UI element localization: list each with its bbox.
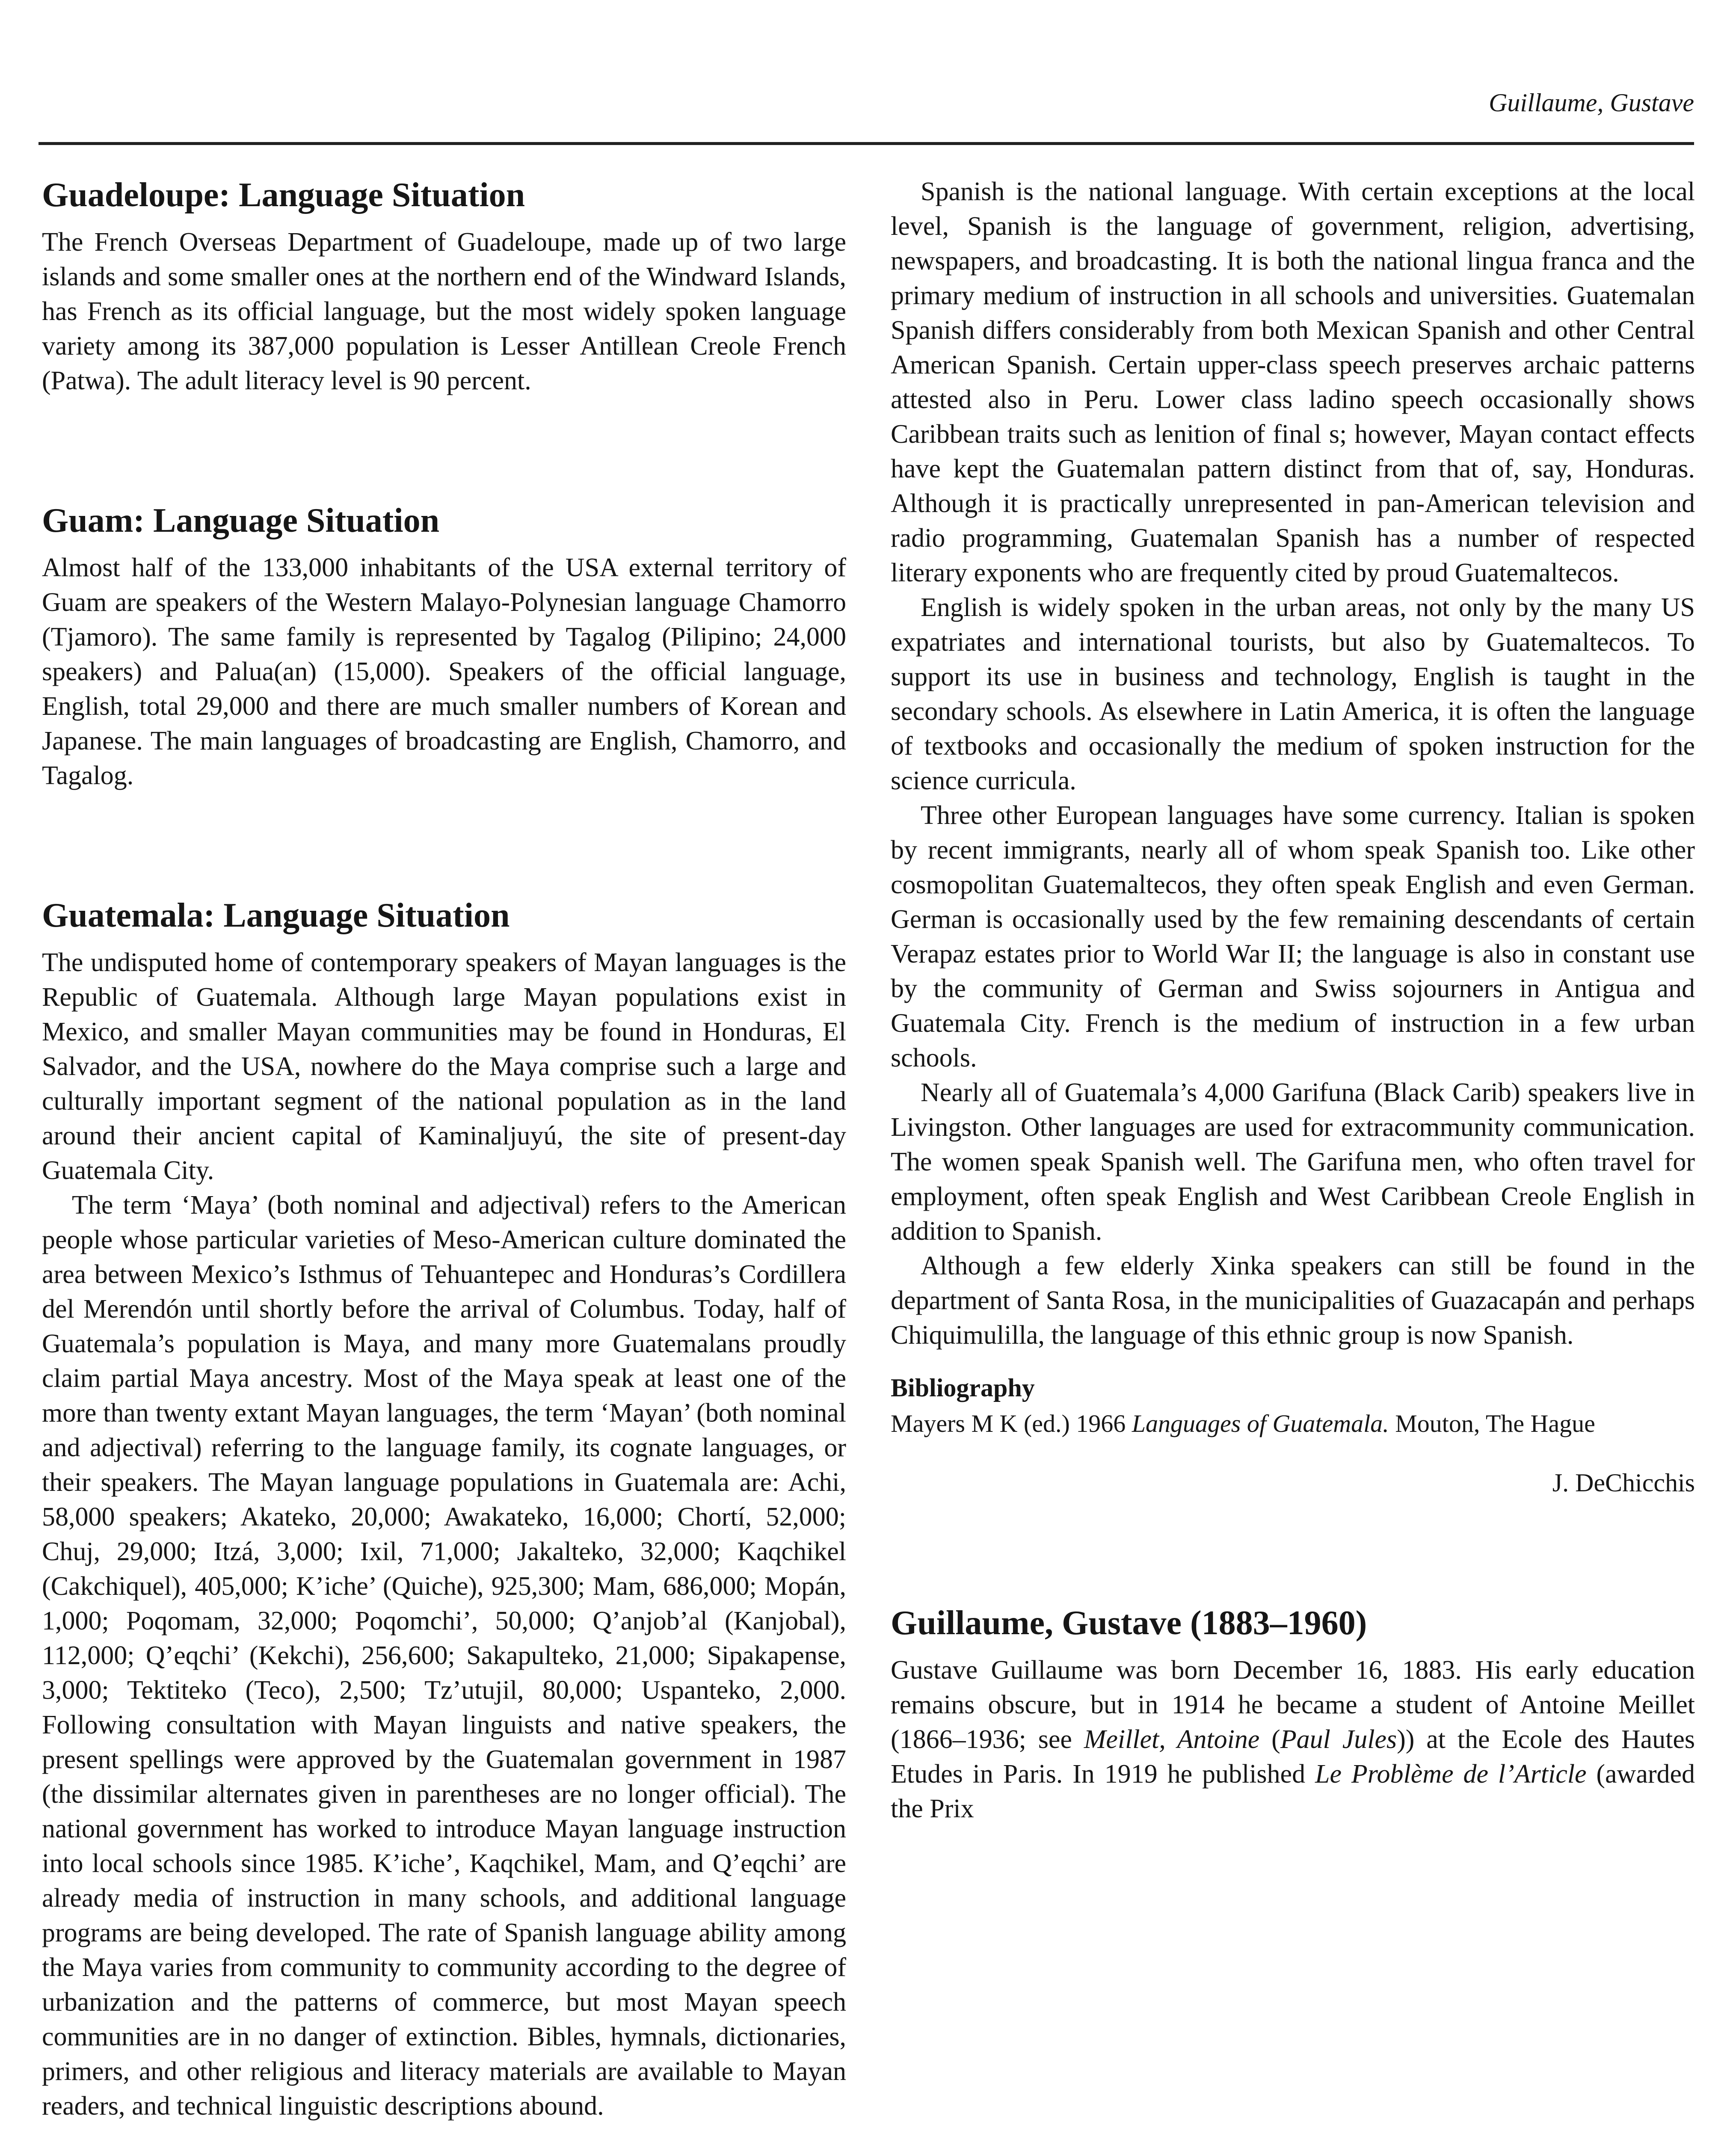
article-title-guam: Guam: Language Situation xyxy=(42,502,440,539)
paragraph: Nearly all of Guatemala’s 4,000 Garifuna (Black Carib) speakers live in Livingston. Other languages are used for extracommunity communication. The women speak Spanish well. The Garifuna men, who often travel for employment, often speak English and West Caribbean Creole English in addition to Spanish. xyxy=(891,1078,1695,1246)
running-head: Guillaume, Gustave xyxy=(1489,89,1694,117)
left-column xyxy=(42,175,846,2124)
paragraph: The undisputed home of contemporary speakers of Mayan languages is the Republic of Guatemala. Although large Mayan populations exist in Mexico, and smaller Mayan communities may be found in Honduras, El Salvador, and the USA, nowhere do the Maya comprise such a large and culturally important segment of the national population as in the land around their ancient capital of Kaminaljuyú, the site of present-day Guatemala City. xyxy=(42,948,846,1185)
paragraph: Almost half of the 133,000 inhabitants of the USA external territory of Guam are speakers of the Western Malayo-Polynesian language Chamorro (Tjamoro). The same family is represented by Tagalog (Pilipino; 24,000 speakers) and Palua(an) (15,000). Speakers of the official language, English, total 29,000 and there are much smaller numbers of Korean and Japanese. The main languages of broadcasting are English, Chamorro, and Tagalog. xyxy=(42,553,846,790)
bib-title: Languages of Guatemala. xyxy=(1132,1410,1389,1437)
article-title-guillaume: Guillaume, Gustave (1883–1960) xyxy=(891,1604,1367,1642)
paragraph: Although a few elderly Xinka speakers can still be found in the department of Santa Rosa, in the municipalities of Guazacapán and perhaps Chiquimulilla, the language of this ethnic group is now Spanish. xyxy=(891,1251,1695,1350)
paragraph: Spanish is the national language. With certain exceptions at the local level, Spanish is the language of government, religion, advertising, newspapers, and broadcasting. It is both the national lingua franca and the primary medium of instruction in all schools and universities. Guatemalan Spanish differs considerably from both Mexican Spanish and other Central American Spanish. Certain upper-class speech preserves archaic patterns attested also in Peru. Lower class ladino speech occasionally shows Caribbean traits such as lenition of final s; however, Mayan contact effects have kept the Guatemalan pattern distinct from that of, say, Honduras. Although it is practically unrepresented in pan-American television and radio programming, Guatemalan Spanish has a number of respected literary exponents who are frequently cited by proud Guatemaltecos. xyxy=(891,177,1695,587)
bib-author: Mayers M K (ed.) 1966 xyxy=(891,1410,1132,1437)
paragraph: English is widely spoken in the urban areas, not only by the many US expatriates and international tourists, but also by Guatemaltecos. To support its use in business and technology, English is taught in the secondary schools. As elsewhere in Latin America, it is often the language of textbooks and occasionally the medium of spoken instruction for the science curricula. xyxy=(891,593,1695,795)
bibliography-entry xyxy=(891,1407,1695,1440)
article-guadeloupe xyxy=(42,175,846,398)
article-guatemala xyxy=(42,895,846,2124)
paragraph xyxy=(891,1653,1695,1826)
right-column xyxy=(891,175,1695,1826)
paragraph: The French Overseas Department of Guadeloupe, made up of two large islands and some smaller ones at the northern end of the Windward Islands, has French as its official language, but the most widely spoken language variety among its 387,000 population is Lesser Antillean Creole French (Patwa). The adult literacy level is 90 percent. xyxy=(42,228,846,395)
article-author: J. DeChicchis xyxy=(1552,1469,1695,1497)
article-title-guatemala: Guatemala: Language Situation xyxy=(42,897,510,934)
text-run: (awarded the Prix xyxy=(891,1760,1695,1823)
article-guillaume xyxy=(891,1603,1695,1826)
paragraph: The term ‘Maya’ (both nominal and adjectival) refers to the American people whose particular varieties of Meso-American culture dominated the area between Mexico’s Isthmus of Tehuantepec and Honduras’s Cordillera del Merendón until shortly before the arrival of Columbus. Today, half of Guatemala’s population is Maya, and many more Guatemalans proudly claim partial Maya ancestry. Most of the Maya speak at least one of the more than twenty extant Mayan languages, the term ‘Mayan’ (both nominal and adjectival) referring to the language family, its cognate languages, or their speakers. The Mayan language populations in Guatemala are: Achi, 58,000 speakers; Akateko, 20,000; Awakateko, 16,000; Chortí, 52,000; Chuj, 29,000; Itzá, 3,000; Ixil, 71,000; Jakalteko, 32,000; Kaqchikel (Cakchiquel), 405,000; K’iche’ (Quiche), 925,300; Mam, 686,000; Mopán, 1,000; Poqomam, 32,000; Poqomchi’, 50,000; Q’anjob’al (Kanjobal), 112,000; Q’eqchi’ (Kekchi), 256,600; Sakapulteko, 21,000; Sipakapense, 3,000; Tektiteko (Teco), 2,500; Tz’utujil, 80,000; Uspanteko, 2,000. Following consultation with Mayan linguists and native speakers, the present spellings were approved by the Guatemalan government in 1987 (the dissimilar alternates given in parentheses are no longer official). The national government has worked to introduce Mayan language instruction into local schools since 1985. K’iche’, Kaqchikel, Mam, and Q’eqchi’ are already media of instruction in many schools, and additional language programs are being developed. The rate of Spanish language ability among the Maya varies from community to community according to the degree of urbanization and the patterns of commerce, but most Mayan speech communities are in no danger of extinction. Bibles, hymnals, dictionaries, primers, and other religious and literacy materials are available to Mayan readers, and technical linguistic descriptions abound. xyxy=(42,1191,846,2121)
text-run: )) at the Ecole des Hautes Etudes in Paris. In 1919 he published xyxy=(891,1725,1695,1789)
cross-reference: Paul Jules xyxy=(1280,1725,1397,1754)
bibliography-heading: Bibliography xyxy=(891,1374,1035,1402)
article-guam xyxy=(42,500,846,793)
text-run: ( xyxy=(1259,1725,1280,1754)
text-run: Gustave Guillaume was born December 16, 1883. His early education remains obscure, but in 1914 he became a student of Antoine Meillet (1866–1936; see xyxy=(891,1656,1695,1754)
header-rule xyxy=(39,142,1694,145)
work-title: Le Problème de l’Article xyxy=(1315,1760,1587,1789)
paragraph: Three other European languages have some currency. Italian is spoken by recent immigrants, nearly all of whom speak Spanish too. Like other cosmopolitan Guatemaltecos, they often speak English and even German. German is occasionally used by the few remaining descendants of certain Verapaz estates prior to World War II; the language is also in constant use by the community of German and Swiss sojourners in Antigua and Guatemala City. French is the medium of instruction in a few urban schools. xyxy=(891,801,1695,1072)
bib-publisher: Mouton, The Hague xyxy=(1389,1410,1595,1437)
article-title-guadeloupe: Guadeloupe: Language Situation xyxy=(42,176,525,214)
cross-reference: Meillet, Antoine xyxy=(1084,1725,1260,1754)
